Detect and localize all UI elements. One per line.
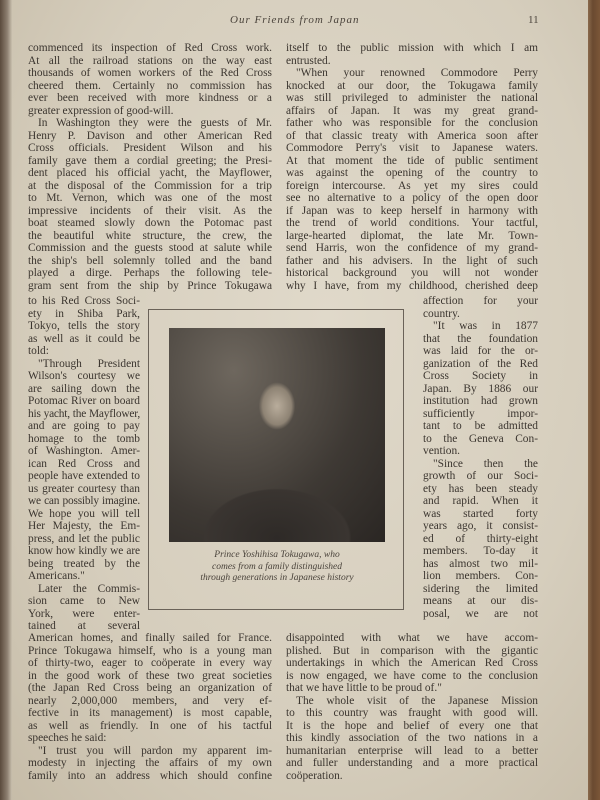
text-line: "Since then the (433, 457, 538, 470)
text-line: "When your renowned Commodore Perry (296, 67, 538, 79)
text-line: historical background you will not wonder (286, 267, 538, 279)
right-column-bottom (286, 632, 538, 782)
book-gutter (0, 0, 12, 800)
text-line: us greater courtesy than (28, 482, 140, 495)
text-line: the trend of world conditions. Your tactful, (286, 217, 538, 229)
text-line: The whole visit of the Japanese Mission (296, 694, 538, 707)
text-line: ever been received with more kindness or a (28, 92, 272, 104)
text-line: dent placed his official yacht, the Mayflower, (28, 167, 272, 179)
text-line: It is the hope and belief of every one that (286, 719, 538, 732)
right-column-top (286, 42, 538, 292)
text-line: his yacht, the Mayflower, (28, 407, 140, 420)
left-column-top (28, 42, 272, 292)
text-line: cheered them. Certainly no commission has (28, 79, 272, 92)
text-line: was started forty (423, 507, 538, 520)
text-line: At all the railroad stations on the way east (28, 54, 272, 67)
text-line: vention. (423, 445, 461, 457)
text-line: nearly 2,000,000 members, and very ef- (28, 694, 272, 707)
text-line: large-hearted diplomat, the late Mr. Town- (286, 229, 538, 242)
figure-caption (149, 550, 405, 585)
text-line: to this country was fraught with good will. (286, 707, 538, 719)
text-line: disappointed with what we have accom- (286, 632, 538, 644)
text-line: members. To-day it (423, 545, 538, 557)
portrait-photo (169, 328, 385, 542)
text-line: impressive incidents of their visit. As the (28, 204, 272, 217)
text-line: know how kindly we are (28, 545, 140, 557)
text-line: this kindly association of the two nations in a (286, 732, 538, 744)
text-line: sufficiently impor- (423, 407, 538, 420)
text-line: Later the Commis- (38, 582, 140, 595)
text-line: was against the opening of the country to (286, 167, 538, 179)
text-line: In Washington they were the guests of Mr. (38, 117, 272, 129)
text-line: father who was responsible for the conclusion (286, 117, 538, 129)
text-line: of thirty-two, eager to coöperate in every way (28, 657, 272, 669)
text-line: gram sent from the ship by Prince Tokugawa (28, 279, 272, 292)
text-line: ican Red Cross and (28, 457, 140, 470)
caption-line: comes from a family distinguished (212, 561, 342, 572)
text-line: foreign intercourse. As yet my sires could (286, 179, 538, 192)
caption-line: Prince Yoshihisa Tokugawa, who (214, 550, 340, 560)
text-line: tant to be admitted (423, 420, 538, 432)
text-line: institution had grown (423, 395, 538, 407)
text-line: undertakings in which the American Red Cross (286, 657, 538, 669)
left-column-narrow (28, 295, 140, 633)
text-line: modesty in injecting the affairs of my own (28, 757, 272, 769)
text-line: if Japan was to keep herself in harmony with (286, 204, 538, 217)
text-line: send Harris, won the confidence of my grand- (286, 242, 538, 254)
text-line: affection for your (423, 295, 538, 307)
text-line: ety in Shiba Park, (28, 307, 140, 320)
text-line: thousands of women workers of the Red Cross (28, 67, 272, 79)
text-line: boat steamed slowly down the Potomac past (28, 217, 272, 229)
text-line: years ago, it consist- (423, 520, 538, 532)
text-line: fective in its management) is most capable, (28, 707, 272, 719)
text-line: Prince Tokugawa himself, who is a young man (28, 644, 272, 657)
text-line: was still privileged to administer the national (286, 92, 538, 104)
text-line: is now engaged, we have come to the conclusion (286, 669, 538, 682)
text-line: to his Red Cross Soci- (28, 295, 140, 307)
text-line: in the good work of these two great societies (28, 669, 272, 682)
text-line: itself to the public mission with which I am (286, 42, 538, 54)
text-line: sion came to New (28, 595, 140, 607)
text-line: lion members. Con- (423, 570, 538, 582)
text-line: as well as friendly. In one of his tactful (28, 719, 272, 732)
text-line: Henry P. Davison and other American Red (28, 129, 272, 142)
text-line: commenced its inspection of Red Cross work. (28, 42, 272, 54)
text-line: entrusted. (286, 54, 331, 67)
right-column-narrow (423, 295, 538, 620)
text-line: country. (423, 307, 460, 320)
text-line: Americans." (28, 570, 85, 582)
text-line: the ship's bell solemnly tolled and the band (28, 254, 272, 267)
text-line: homage to the tomb (28, 432, 140, 445)
text-line: knocked at our door, the Tokugawa family (286, 79, 538, 92)
text-line: press, and let the public (28, 532, 140, 545)
text-line: York, were enter- (28, 607, 140, 620)
text-line: Commission and the guests stood at salute while (28, 242, 272, 254)
text-line: "It was in 1877 (433, 320, 538, 332)
text-line: Japan. By 1886 our (423, 382, 538, 395)
page-number: 11 (528, 14, 539, 26)
text-line: we can possibly imagine. (28, 495, 140, 507)
text-line: Cross officials. President Wilson and his (28, 142, 272, 154)
text-line: greater expression of good-will. (28, 104, 174, 117)
caption-line: through generations in Japanese history (200, 573, 354, 583)
text-line: and rapid. When it (423, 495, 538, 507)
text-line: growth of our Soci- (423, 470, 538, 482)
text-line: has almost two mil- (423, 557, 538, 570)
text-line: Wilson's courtesy we (28, 370, 140, 382)
text-line: ganization of the Red (423, 357, 538, 370)
text-line: We hope you will tell (28, 507, 140, 520)
text-line: are sailing down the (28, 382, 140, 395)
text-line: to the Geneva Con- (423, 432, 538, 445)
text-line: posal, we are not (423, 607, 538, 620)
text-line: was laid for the or- (423, 345, 538, 357)
text-line: At that moment the tide of public sentiment (286, 154, 538, 167)
text-line: speeches he said: (28, 732, 107, 744)
text-line: to Mt. Vernon, which was one of the most (28, 192, 272, 204)
text-line: humanitarian enterprise will lead to a better (286, 744, 538, 757)
text-line: that we have little to be proud of." (286, 682, 442, 694)
text-line: Cross Society in (423, 370, 538, 382)
text-line: ety has been steady (423, 482, 538, 495)
text-line: American homes, and finally sailed for France. (28, 632, 272, 644)
text-line: see no alternative to a policy of the open door (286, 192, 538, 204)
text-line: sidering the limited (423, 582, 538, 595)
text-line: being treated by the (28, 557, 140, 570)
text-line: and fuller understanding and a more practical (286, 757, 538, 769)
text-line: people have extended to (28, 470, 140, 482)
portrait-figure (148, 309, 404, 610)
text-line: Potomac River on board (28, 395, 140, 407)
text-line: of that classic treaty with America soon after (286, 129, 538, 142)
text-line: the beautiful white structure, the crew, the (28, 229, 272, 242)
text-line: and are going to pay (28, 420, 140, 432)
text-line: coöperation. (286, 769, 343, 782)
text-line: means at our dis- (423, 595, 538, 607)
text-line: tained at several (28, 620, 140, 632)
running-head: Our Friends from Japan (230, 14, 360, 26)
text-line: as well as it could be (28, 332, 140, 345)
table-surface (588, 0, 600, 800)
text-line: Her Majesty, the Em- (28, 520, 140, 532)
text-line: that the foundation (423, 332, 538, 345)
text-line: at the disposal of the Commission for a trip (28, 179, 272, 192)
text-line: affairs of Japan. It was my great grand- (286, 104, 538, 117)
text-line: "I trust you will pardon my apparent im- (38, 744, 272, 757)
text-line: family into an address which should confine (28, 769, 272, 782)
left-column-bottom (28, 632, 272, 782)
text-line: of Washington. Amer- (28, 445, 140, 457)
text-line: told: (28, 345, 49, 357)
text-line: (the Japan Red Cross being an organization of (28, 682, 272, 694)
text-line: family gave them a cordial greeting; the Presi- (28, 154, 272, 167)
text-line: "Through President (38, 357, 140, 370)
text-line: Tokyo, tells the story (28, 320, 140, 332)
text-line: plished. But in comparison with the gigantic (286, 644, 538, 657)
text-line: Commodore Perry's visit to Japanese waters. (286, 142, 538, 154)
text-line: father and his advisers. In the light of such (286, 254, 538, 267)
text-line: ed of thirty-eight (423, 532, 538, 545)
text-line: why I have, from my childhood, cherished deep (286, 279, 538, 292)
text-line: played a dirge. Perhaps the following tele- (28, 267, 272, 279)
